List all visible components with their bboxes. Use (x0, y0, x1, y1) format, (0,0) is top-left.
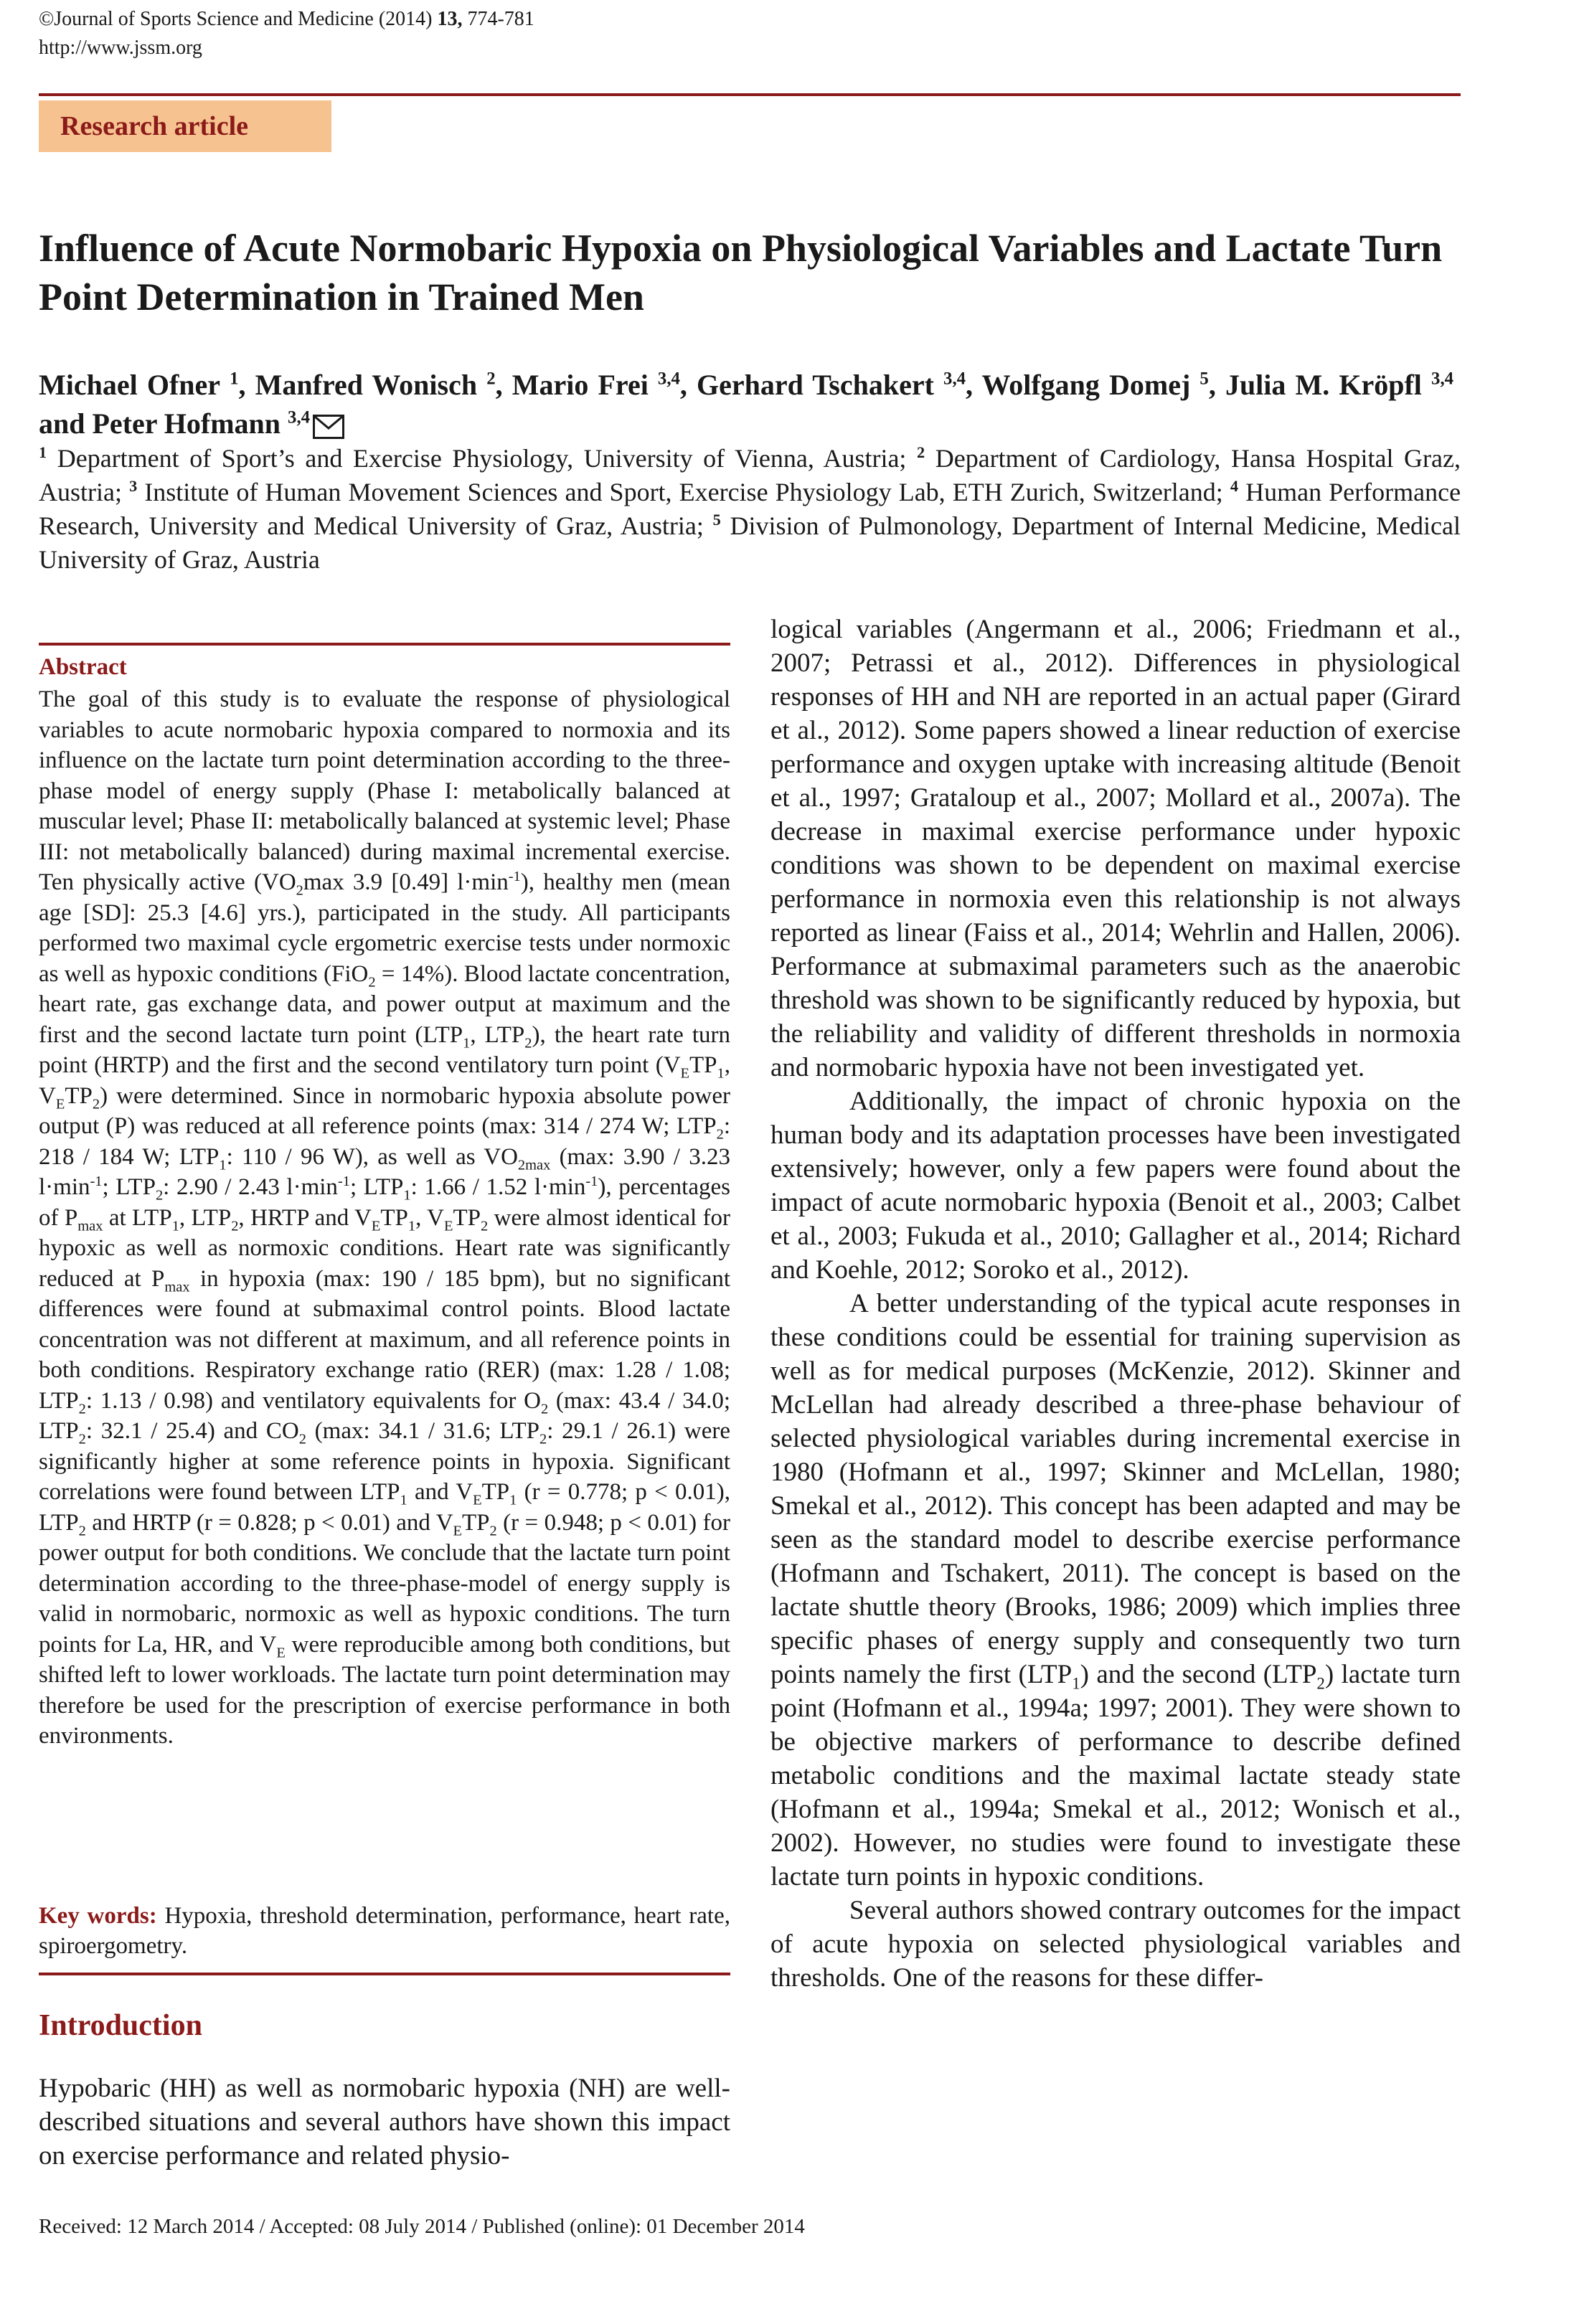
paragraph: A better understanding of the typical acute responses in these conditions could be essential for training supervision as well as for medical purposes (McKenzie, 2012). Skinner and McLellan had already described a three-phase behaviour of selected physiological variables during incremental exercise in 1980 (Hofmann et al., 1997; Skinner and McLellan, 1980; Smekal et al., 2012). This concept has been adapted and may be seen as the standard model to describe exercise performance (Hofmann and Tschakert, 2011). The concept is based on the lactate shuttle theory (Brooks, 1986; 2009) which implies three specific phases of energy supply and consequently two turn points namely the first $(LTP_1)$ and the second $(LTP_2)$ lactate turn point (Hofmann et al., 1994a; 1997; 2001). They were shown to be objective markers of performance to describe defined metabolic conditions and the maximal lactate steady state (Hofmann et al., 1994a; Smekal et al., 2012; Wonisch et al., 2002). However, no studies were found to investigate these lactate turn points in hypoxic conditions. (770, 1289, 1461, 1891)
affiliation-number: 4 (1230, 477, 1239, 495)
author-affiliation-mark: 3,4 (288, 407, 311, 428)
author-name: Mario Frei (512, 369, 649, 401)
affiliation-text: Human Performance Research, University and Medical University of Graz, Austria; (39, 478, 1461, 540)
author-affiliation-mark: 3,4 (943, 369, 966, 389)
author-affiliation-mark: 1 (230, 369, 239, 389)
author-name: Gerhard Tschakert (697, 369, 934, 401)
journal-citation (39, 7, 534, 32)
author-connector: and (39, 407, 85, 440)
author-name: Michael Ofner (39, 369, 221, 401)
affiliation-text: Department of Cardiology, Hansa Hospital Graz, Austria; (39, 444, 1461, 506)
paragraph: logical variables (Angermann et al., 2006; Friedmann et al., 2007; Petrassi et al., 2012). Differences in physiological responses of HH and NH are reported in an actual paper (Girard et al., 2012). Some papers showed a linear reduction of exercise performance and oxygen uptake with increasing altitude (Benoit et al., 1997; Grataloup et al., 2007; Mollard et al., 2007a). The decrease in maximal exercise performance under hypoxic conditions was shown to be dependent on maximal exercise performance in normoxia even this relationship is not always reported as linear (Faiss et al., 2014; Wehrlin and Hallen, 2006). Performance at submaximal parameters such as the anaerobic threshold was shown to be significantly reduced by hypoxia, but the reliability and validity of different thresholds in normoxia and normobaric hypoxia have not been investigated yet. (770, 615, 1461, 1082)
author-affiliation-mark: 3,4 (1431, 369, 1454, 389)
article-type-label: Research article (60, 111, 249, 141)
paper-title: Influence of Acute Normobaric Hypoxia on Physiological Variables and Lactate Turn Point Determination in Trained Men (39, 227, 1443, 318)
keywords (39, 1901, 730, 1961)
affiliation-number: 1 (39, 443, 47, 461)
author-name: Peter Hofmann (92, 407, 281, 440)
affiliation-number: 2 (917, 443, 925, 461)
author-name: Manfred Wonisch (255, 369, 478, 401)
keywords-label: Key words: (39, 1903, 157, 1929)
journal-name: ©Journal of Sports Science and Medicine (2014) (39, 8, 433, 30)
author-affiliation-mark: 5 (1199, 369, 1209, 389)
article-type-badge (39, 100, 331, 152)
affiliations (39, 442, 1461, 577)
publication-dates: Received: 12 March 2014 / Accepted: 08 July 2014 / Published (online): 01 December 2014 (39, 2215, 805, 2238)
paragraph-segment: A better understanding of the typical acute responses in these conditions could be essential for training supervision as well as for medical purposes (McKenzie, 2012). Skinner and McLellan had already described a three-phase behaviour of selected physiological variables during incremental exercise in 1980 (Hofmann et al., 1997; Skinner and McLellan, 1980; Smekal et al., 2012). This concept has been adapted and may be seen as the standard model to describe exercise performance (Hofmann and Tschakert, 2011). The concept is based on the lactate shuttle theory (Brooks, 1986; 2009) which implies three specific phases of energy supply and consequently two turn points namely the first (LTP (770, 1289, 1461, 1689)
affiliation-text: Division of Pulmonology, Department of Internal Medicine, Medical University of Graz, Austria (39, 511, 1461, 574)
author-affiliation-mark: 2 (486, 369, 496, 389)
journal-url[interactable]: http://www.jssm.org (39, 37, 202, 59)
paragraph-segment: ) and the second (LTP (1080, 1660, 1317, 1689)
paragraph: Several authors showed contrary outcomes for the impact of acute hypoxia on selected physiological variables and thresholds. One of the reasons for these differ- (770, 1896, 1461, 1993)
affiliation-text: Institute of Human Movement Sciences and Sport, Exercise Physiology Lab, ETH Zurich, Switzerland; (144, 478, 1223, 506)
author-name: Julia M. Kröpfl (1225, 369, 1422, 401)
paragraph: Additionally, the impact of chronic hypoxia on the human body and its adaptation processes have been investigated extensively; however, only a few papers were found about the impact of acute normobaric hypoxia (Benoit et al., 2003; Calbet et al., 2003; Fukuda et al., 2010; Gallagher et al., 2014; Richard and Koehle, 2012; Soroko et al., 2012). (770, 1087, 1461, 1285)
keywords-divider (39, 1973, 730, 1975)
author-list: Michael Ofner $^1$, Manfred Wonisch $^2$, Mario Frei $^{3,4}$, Gerhard Tschakert $^{3,4}$, Wolfgang Domej $^5$, Julia M. Kröpfl $^{3,4}$ and Peter Hofmann $^{3,4}$ (39, 369, 1454, 440)
right-column-body (770, 613, 1461, 1995)
journal-volume: 13, (437, 8, 463, 30)
introduction-heading: Introduction (39, 2009, 202, 2042)
keywords-text: Hypoxia, threshold determination, performance, heart rate, spiroergometry. (39, 1903, 730, 1959)
affiliation-number: 5 (712, 511, 721, 529)
journal-pages: 774-781 (467, 8, 534, 30)
affiliation-text: Department of Sport’s and Exercise Physiology, University of Vienna, Austria; (57, 444, 907, 473)
abstract-divider (39, 643, 730, 646)
envelope-icon[interactable] (313, 415, 344, 439)
author-name: Wolfgang Domej (981, 369, 1191, 401)
author-affiliation-mark: 3,4 (657, 369, 680, 389)
affiliation-number: 3 (129, 477, 138, 495)
introduction-text-left: Hypobaric (HH) as well as normobaric hypoxia (NH) are well-described situations and several authors have shown this impact on exercise performance and related physio- (39, 2074, 730, 2171)
abstract-heading: Abstract (39, 654, 127, 680)
abstract-body: The goal of this study is to evaluate the response of physiological variables to acute normobaric hypoxia compared to normoxia and its influence on the lactate turn point determination according to the three-phase model of energy supply (Phase I: metabolically balanced at muscular level; Phase II: metabolically balanced at systemic level; Phase III: not metabolically balanced) during maximal incremental exercise. Ten physically active ($VO_2\max$ 3.9 [0.49] $l\cdot\min^{-1}$), healthy men (mean age [SD]: 25.3 [4.6] yrs.), participated in the study. All participants performed two maximal cycle ergometric exercise tests under normoxic as well as hypoxic conditions (FiO$_2$ = 14%). Blood lactate concentration, heart rate, gas exchange data, and power output at maximum and the first and the second lactate turn point ($LTP_1$, $LTP_2$), the heart rate turn point (HRTP) and the first and the second ventilatory turn point ($V_ETP_1$, $V_ETP_2$) were determined. Since in normobaric hypoxia absolute power output (P) was reduced at all reference points (max: 314 / 274 W; $LTP_2$: 218 / 184 W; $LTP_1$: 110 / 96 W), as well as $VO_{2max}$ (max: 3.90 / 3.23 $l\cdot\min^{-1}$; $LTP_2$: 2.90 / 2.43 $l\cdot\min^{-1}$; $LTP_1$: 1.66 / 1.52 $l\cdot\min^{-1}$), percentages of $P_{max}$ at $LTP_1$, $LTP_2$, HRTP and $V_ETP_1$, $V_ETP_2$ were almost identical for hypoxic as well as normoxic conditions. Heart rate was significantly reduced at $P_{max}$ in hypoxia (max: 190 / 185 bpm), but no significant differences were found at submaximal control points. Blood lactate concentration was not different at maximum, and all reference points in both conditions. Respiratory exchange ratio (RER) (max: 1.28 / 1.08; $LTP_2$: 1.13 / 0.98) and ventilatory equivalents for $O_2$ (max: 43.4 / 34.0; $LTP_2$: 32.1 / 25.4) and $CO_2$ (max: 34.1 / 31.6; $LTP_2$: 29.1 / 26.1) were significantly higher at some reference points in hypoxia. Significant correlations were found between $LTP_1$ and $V_ETP_1$ (r = 0.778; p < 0.01), $LTP_2$ and HRTP (r = 0.828; p < 0.01) and $V_ETP_2$ (r = 0.948; p < 0.01) for power output for both conditions. We conclude that the lactate turn point determination according to the three-phase-model of energy supply is valid in normobaric, normoxic as well as hypoxic conditions. The turn points for La, HR, and $V_E$ were reproducible among both conditions, but shifted left to lower workloads. The lactate turn point determination may therefore be used for the prescription of exercise performance in both environments. (39, 686, 731, 1749)
header-divider (39, 93, 1461, 96)
paragraph-segment: ) lactate turn point (Hofmann et al., 1994a; 1997; 2001). They were shown to be objective markers of performance to describe defined metabolic conditions and the maximal lactate steady state (Hofmann et al., 1994a; Smekal et al., 2012; Wonisch et al., 2002). However, no studies were found to investigate these lactate turn points in hypoxic conditions. (770, 1660, 1461, 1891)
